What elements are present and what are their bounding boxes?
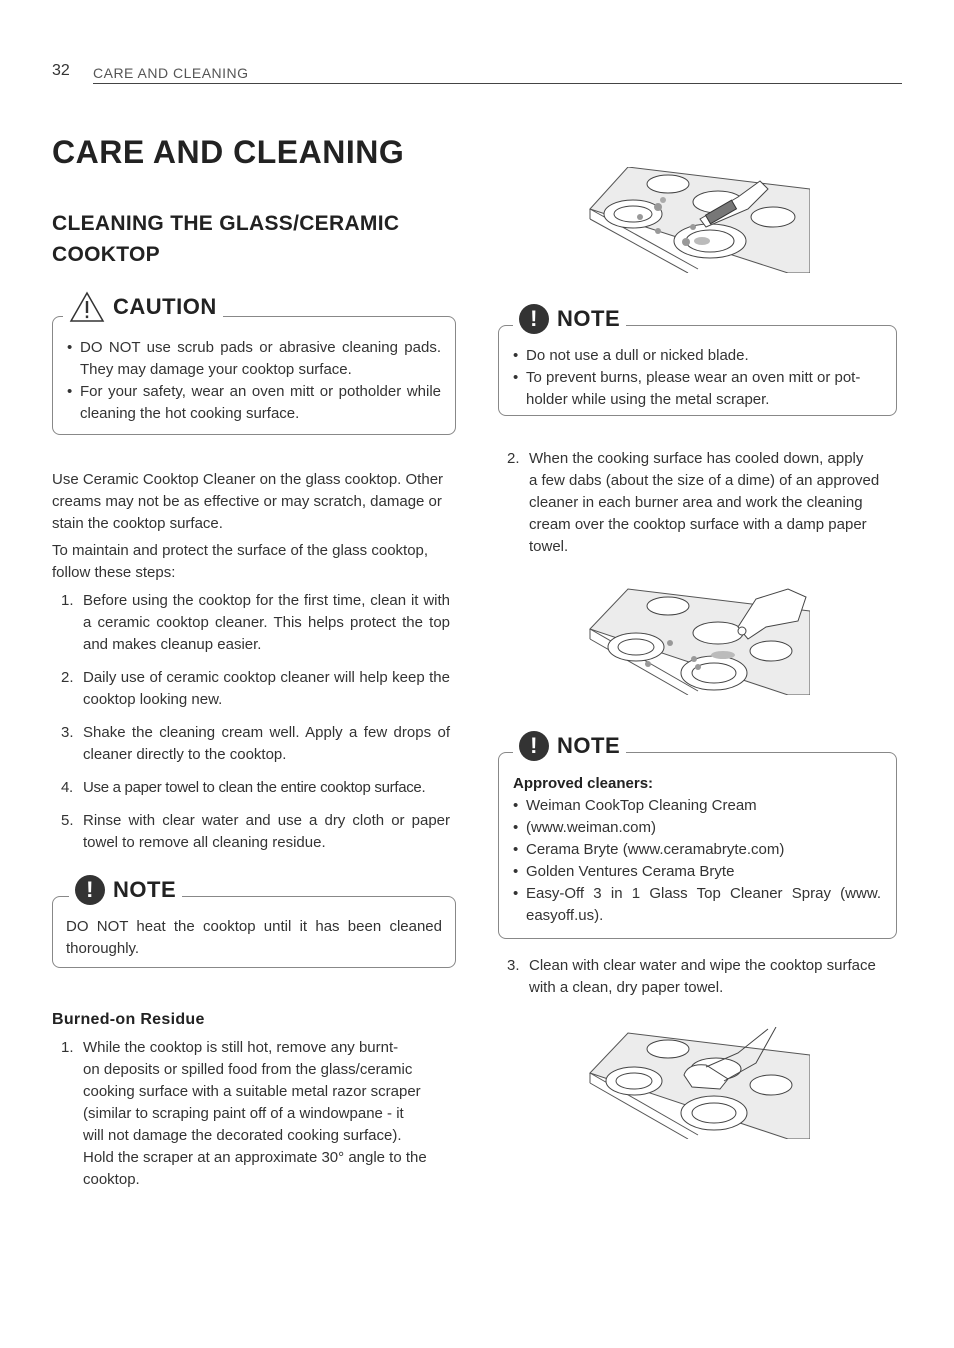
warning-triangle-icon <box>69 291 105 323</box>
step-line: a few dabs (about the size of a dime) of an approved <box>529 472 880 489</box>
burned-line: Hold the scraper at an approximate 30° angle to the <box>83 1149 427 1166</box>
exclamation-icon: ! <box>519 304 549 334</box>
right-step-3-text: Clean with clear water and wipe the cooktop surface with a clean, dry paper towel. <box>529 957 876 996</box>
step-number: 2. <box>61 669 74 686</box>
caution-box <box>52 294 456 435</box>
cooktop-apply-cream-illustration <box>588 587 810 695</box>
burned-line: on deposits or spilled food from the glass/ceramic <box>83 1061 413 1078</box>
burned-step <box>52 1037 452 1191</box>
step-number: 4. <box>61 779 73 796</box>
note-title: NOTE <box>557 306 621 331</box>
burned-line: cooking surface with a suitable metal razor scraper <box>83 1083 421 1100</box>
list-item <box>52 667 450 711</box>
cleaner-item: • Cerama Bryte (www.ceramabryte.com) <box>513 839 881 861</box>
note-title: NOTE <box>113 877 177 902</box>
caution-item: • DO NOT use scrub pads or abrasive cleaning pads. They may damage your cooktop surface. <box>67 337 441 381</box>
list-item <box>52 810 450 854</box>
approved-cleaners-list <box>513 795 881 927</box>
approved-cleaners-label: Approved cleaners: <box>513 775 654 792</box>
running-title: CARE AND CLEANING <box>93 65 249 81</box>
burned-line: While the cooktop is still hot, remove any burnt- <box>83 1039 399 1056</box>
note-item: • To prevent burns, please wear an oven mitt or pot-holder while using the metal scraper. <box>513 367 881 411</box>
note-box-blade <box>498 306 897 416</box>
step-line: cleaner in each burner area and work the cleaning <box>529 494 863 511</box>
section-title-line2: COOKTOP <box>52 243 160 266</box>
page-number: 32 <box>52 62 70 79</box>
caution-item: • For your safety, wear an oven mitt or potholder while cleaning the hot cooking surface. <box>67 381 441 425</box>
cooktop-scraper-illustration <box>588 167 810 273</box>
step-number: 1. <box>61 1039 74 1056</box>
cleaner-item: • Weiman CookTop Cleaning Cream <box>513 795 881 817</box>
step-number: 2. <box>507 450 520 467</box>
exclamation-icon: ! <box>75 875 105 905</box>
burned-line: (similar to scraping paint off of a windowpane - it <box>83 1105 404 1122</box>
step-text: Daily use of ceramic cooktop cleaner will help keep the cooktop looking new. <box>83 669 450 708</box>
note-box-heat <box>52 877 456 968</box>
step-number: 1. <box>61 592 74 609</box>
step-number: 3. <box>507 957 520 974</box>
caution-title: CAUTION <box>113 294 217 319</box>
steps-list <box>52 590 450 854</box>
list-item <box>52 722 450 766</box>
step-text: Use a paper towel to clean the entire cooktop surface. <box>83 779 426 796</box>
intro-paragraph-1: Use Ceramic Cooktop Cleaner on the glass cooktop. Other creams may not be as effective or may scratch, damage or stain the cooktop surface. <box>52 471 444 532</box>
cleaner-item: • Golden Ventures Cerama Bryte <box>513 861 881 883</box>
step-text: Shake the cleaning cream well. Apply a few drops of cleaner directly to the cooktop. <box>83 724 450 763</box>
burned-line: will not damage the decorated cooking surface). <box>83 1127 402 1144</box>
list-item <box>52 777 450 799</box>
note-title: NOTE <box>557 733 621 758</box>
step-number: 5. <box>61 812 74 829</box>
right-step-2 <box>498 448 902 558</box>
step-text: Rinse with clear water and use a dry cloth or paper towel to remove all cleaning residue. <box>83 812 450 851</box>
step-line: towel. <box>529 538 569 555</box>
caution-list <box>67 337 441 425</box>
cleaner-item: • Easy-Off 3 in 1 Glass Top Cleaner Spray (www. easyoff.us). <box>513 883 881 927</box>
step-line: cream over the cooktop surface with a damp paper <box>529 516 867 533</box>
note-item: • Do not use a dull or nicked blade. <box>513 345 881 367</box>
page-title: CARE AND CLEANING <box>52 134 405 170</box>
step-line: When the cooking surface has cooled down, apply <box>529 450 864 467</box>
exclamation-icon: ! <box>519 731 549 761</box>
note-header <box>513 304 626 334</box>
note-blade-list <box>513 345 881 411</box>
burned-line: cooktop. <box>83 1171 140 1188</box>
header-rule <box>93 83 902 84</box>
section-title-line1: CLEANING THE GLASS/CERAMIC <box>52 212 400 235</box>
caution-header <box>63 291 223 323</box>
right-step-3 <box>498 955 902 999</box>
note-text: DO NOT heat the cooktop until it has been cleaned thoroughly. <box>66 918 442 957</box>
burned-residue-heading: Burned-on Residue <box>52 1011 205 1028</box>
section-title <box>52 208 472 270</box>
step-number: 3. <box>61 724 74 741</box>
cleaner-item: • (www.weiman.com) <box>513 817 881 839</box>
note-header <box>513 731 626 761</box>
note-box-cleaners <box>498 733 897 939</box>
step-text: Before using the cooktop for the first time, clean it with a ceramic cooktop cleaner. This helps protect the top and makes cleanup easier. <box>83 592 450 653</box>
list-item <box>52 590 450 656</box>
note-header <box>69 875 182 905</box>
intro-paragraph-2: To maintain and protect the surface of the glass cooktop, follow these steps: <box>52 542 429 581</box>
cooktop-wipe-illustration <box>588 1027 810 1139</box>
right-step-2-text <box>498 448 902 558</box>
burned-step-text <box>52 1037 452 1191</box>
